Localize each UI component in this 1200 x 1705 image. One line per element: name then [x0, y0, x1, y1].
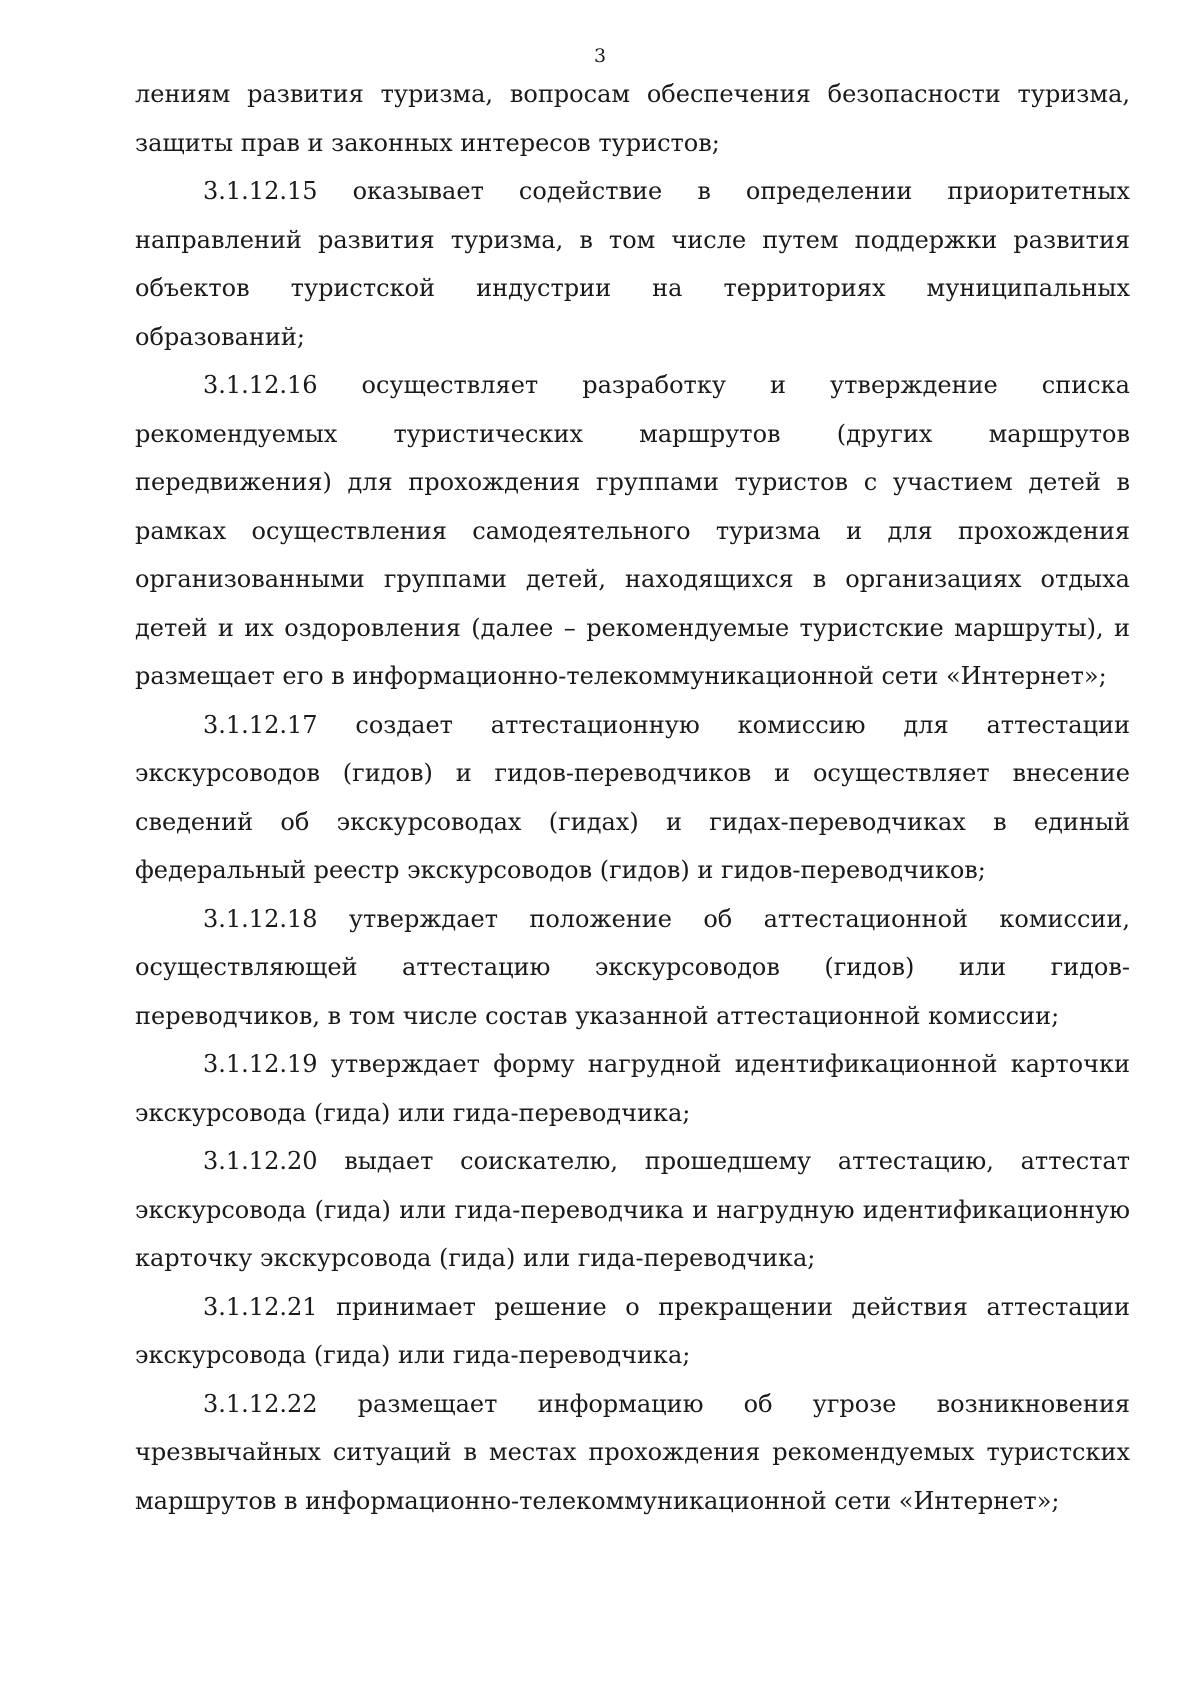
page-number: 3 [593, 45, 607, 67]
paragraph-3-1-12-21: 3.1.12.21 принимает решение о прекращении действия аттестации экскурсовода (гида) или гида-переводчика; [135, 1292, 1130, 1369]
paragraph-3-1-12-20: 3.1.12.20 выдает соискателю, прошедшему аттестацию, аттестат экскурсовода (гида) или гида-переводчика и нагрудную идентификационную карточку экскурсовода (гида) или гида-переводчика; [135, 1147, 1130, 1272]
paragraph-3-1-12-22: 3.1.12.22 размещает информацию об угрозе возникновения чрезвычайных ситуаций в местах прохождения рекомендуемых туристских маршрутов в информационно-телекоммуникационной сети «Интернет»; [135, 1389, 1130, 1515]
document-body [135, 70, 1130, 1525]
paragraph-3-1-12-17: 3.1.12.17 создает аттестационную комиссию для аттестации экскурсоводов (гидов) и гидов-переводчиков и осуществляет внесение сведений об экскурсоводах (гидах) и гидах-переводчиках в единый федеральный реестр экскурсоводов (гидов) и гидов-переводчиков; [135, 710, 1130, 884]
paragraph-3-1-12-16: 3.1.12.16 осуществляет разработку и утверждение списка рекомендуемых туристических маршрутов (других маршрутов передвижения) для прохождения группами туристов с участием детей в рамках осуществления самодеятельного туризма и для прохождения организованными группами детей, находящихся в организациях отдыха детей и их оздоровления (далее – рекомендуемые туристские маршруты), и размещает его в информационно-телекоммуникационной сети «Интернет»; [135, 371, 1130, 690]
paragraph-3-1-12-19: 3.1.12.19 утверждает форму нагрудной идентификационной карточки экскурсовода (гида) или гида-переводчика; [135, 1050, 1130, 1127]
paragraph-3-1-12-15: 3.1.12.15 оказывает содействие в определении приоритетных направлений развития туризма, в том числе путем поддержки развития объектов туристской индустрии на территориях муниципальных образований; [135, 177, 1130, 351]
paragraph-3-1-12-18: 3.1.12.18 утверждает положение об аттестационной комиссии, осуществляющей аттестацию экскурсоводов (гидов) или гидов-переводчиков, в том числе состав указанной аттестационной комиссии; [135, 904, 1130, 1030]
paragraph-continuation: лениям развития туризма, вопросам обеспечения безопасности туризма, защиты прав и законных интересов туристов; [135, 80, 1130, 157]
